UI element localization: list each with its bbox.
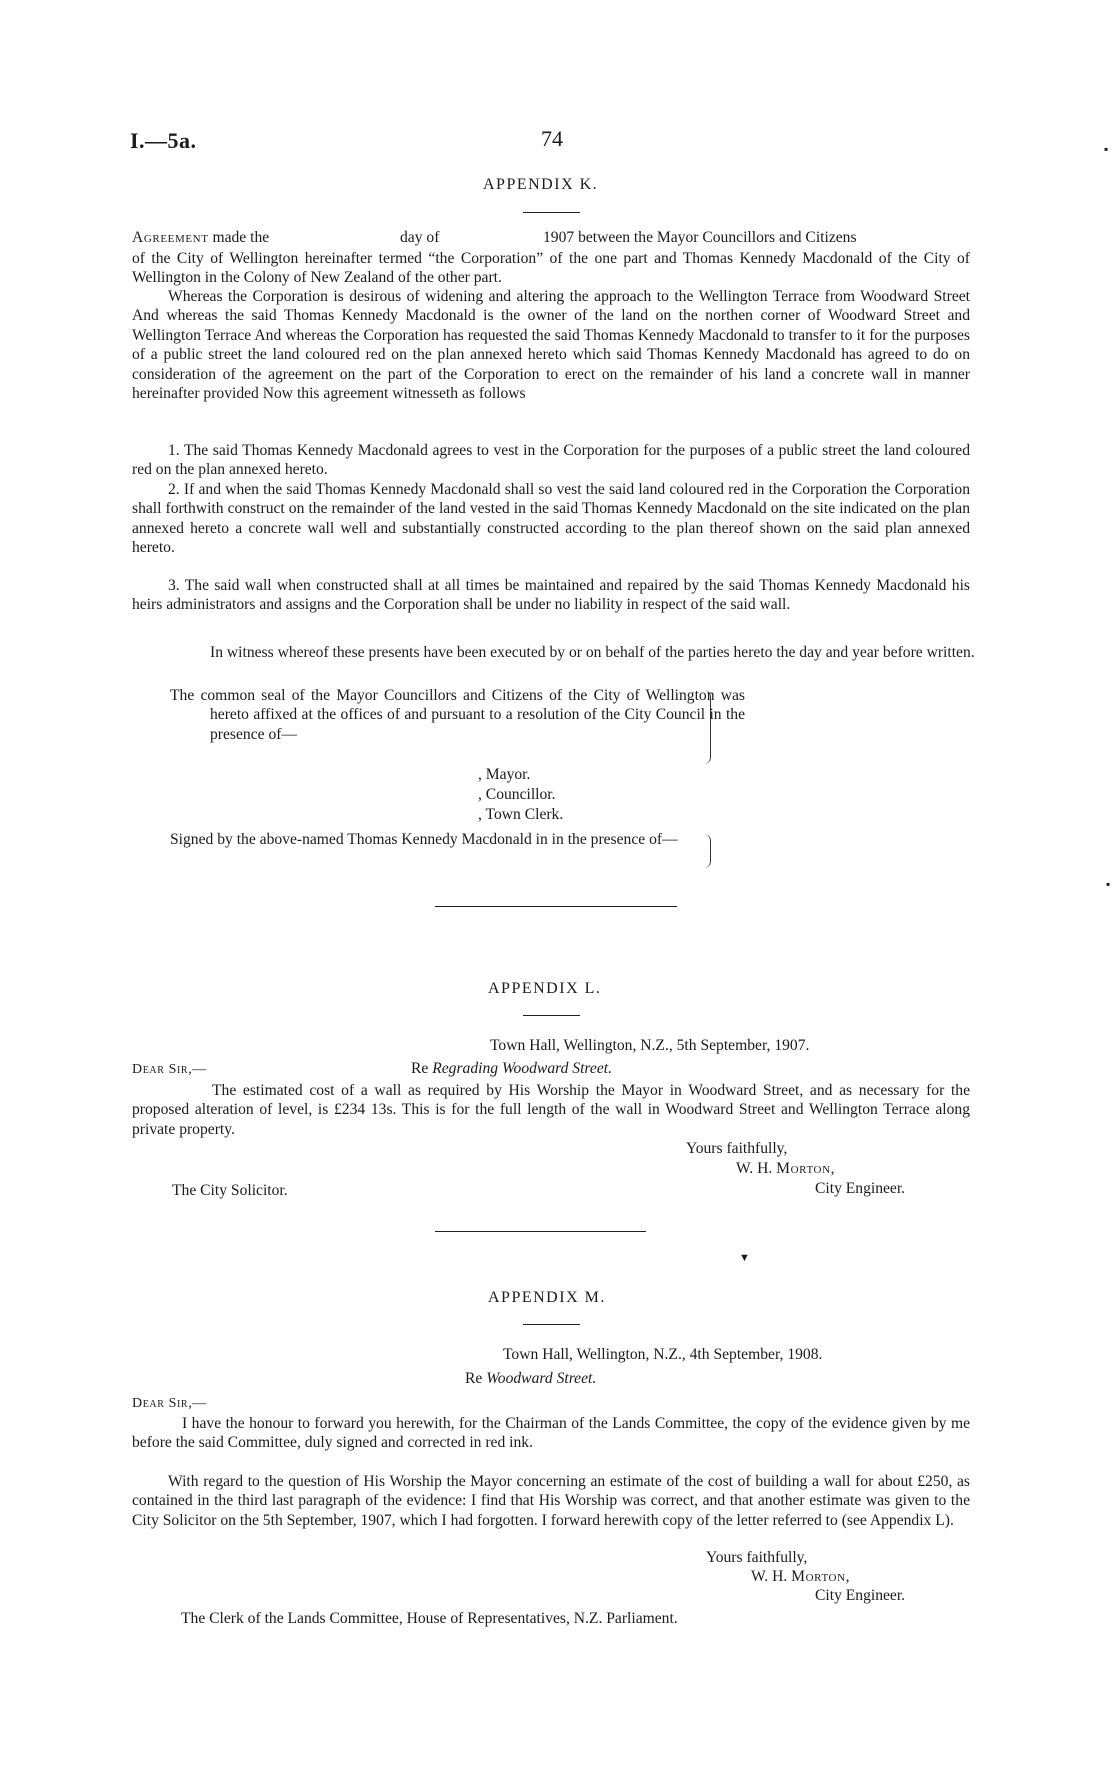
agreement-day-of: day of bbox=[400, 229, 440, 246]
appendix-k-title: APPENDIX K. bbox=[483, 176, 599, 193]
common-seal-clause: The common seal of the Mayor Councillors and Citizens of the City of Wellington was hereto affixed at the offices of and pursuant to a resolution of the City Council in the presence of— bbox=[170, 687, 745, 743]
title-rule bbox=[523, 1324, 580, 1325]
agreement-smallcaps-word: Agreement bbox=[132, 229, 209, 246]
appendix-l-title: APPENDIX L. bbox=[488, 980, 602, 997]
re-subject: Regrading Woodward Street. bbox=[432, 1060, 612, 1077]
appendix-m-dateline: Town Hall, Wellington, N.Z., 4th September, 1908. bbox=[503, 1346, 823, 1363]
appendix-m-salutation: Dear Sir,— bbox=[132, 1396, 207, 1411]
agreement-clause-2: 2. If and when the said Thomas Kennedy Macdonald shall so vest the said land coloured red in the Corporation the Corporation shall forthwith construct on the remainder of the land vested in the said Thomas Kennedy Macdonald on the site indicated on the plan annexed hereto a concrete wall well and substantially constructed according to the plan thereof shown on the said plan annexed hereto. bbox=[132, 481, 970, 557]
title-rule bbox=[523, 212, 580, 213]
signatory-mayor: , Mayor. bbox=[478, 766, 531, 783]
appendix-m-para-2: With regard to the question of His Worship the Mayor concerning an estimate of the cost of building a wall for about £250, as contained in the third last paragraph of the evidence: I find that His Worship was correct, and that another estimate was given to the City Solicitor on the 5th September, 1907, which I had forgotten. I forward herewith copy of the letter referred to (see Appendix L). bbox=[132, 1473, 970, 1529]
appendix-l-re-line bbox=[411, 1060, 612, 1078]
appendix-m-title: APPENDIX M. bbox=[488, 1289, 606, 1306]
appendix-l-addressee: The City Solicitor. bbox=[172, 1182, 288, 1199]
appendix-m-addressee: The Clerk of the Lands Committee, House of Representatives, N.Z. Parliament. bbox=[181, 1610, 678, 1627]
signed-clause: Signed by the above-named Thomas Kennedy Macdonald in in the presence of— bbox=[170, 831, 678, 848]
signatory-town-clerk: , Town Clerk. bbox=[478, 806, 564, 823]
title-rule bbox=[523, 1015, 580, 1016]
appendix-l-closing: Yours faithfully, bbox=[686, 1140, 788, 1157]
witness-clause: In witness whereof these presents have been executed by or on behalf of the parties hereto the day and year before written. bbox=[210, 644, 975, 661]
signer-surname: Morton, bbox=[791, 1568, 851, 1585]
agreement-whereas: Whereas the Corporation is desirous of widening and altering the approach to the Wellington Terrace from Woodward Street And whereas the said Thomas Kennedy Macdonald is the owner of the land on the northen corner of Woodward Street and Wellington Terrace And whereas the Corporation has requested the said Thomas Kennedy Macdonald to transfer to it for the purposes of a public street the land coloured red on the plan annexed hereto which said Thomas Kennedy Macdonald has agreed to do on consideration of the agreement on the part of the Corporation to erect on the remainder of his land a concrete wall in manner hereinafter provided Now this agreement witnesseth as follows bbox=[132, 288, 970, 403]
appendix-m-re-line bbox=[465, 1370, 596, 1388]
agreement-first-line bbox=[132, 229, 269, 247]
section-divider bbox=[435, 906, 677, 907]
signed-brace bbox=[704, 834, 711, 868]
re-prefix: Re bbox=[411, 1060, 429, 1077]
seal-brace bbox=[704, 690, 711, 764]
appendix-l-dateline: Town Hall, Wellington, N.Z., 5th September, 1907. bbox=[490, 1037, 810, 1054]
document-reference: I.—5a. bbox=[130, 128, 197, 153]
re-prefix: Re bbox=[465, 1370, 483, 1387]
signer-initials: W. H. bbox=[751, 1568, 788, 1585]
appendix-m-para-1: I have the honour to forward you herewith, for the Chairman of the Lands Committee, the copy of the evidence given by me before the said Committee, duly signed and corrected in red ink. bbox=[132, 1415, 970, 1452]
appendix-l-signer bbox=[736, 1160, 835, 1178]
scan-speck: ▼ bbox=[739, 1252, 750, 1264]
appendix-m-signer-title: City Engineer. bbox=[815, 1587, 906, 1604]
signatory-councillor: , Councillor. bbox=[478, 786, 556, 803]
page-number: 74 bbox=[541, 126, 563, 151]
scan-speck: ▪ bbox=[1104, 142, 1109, 156]
appendix-l-signer-title: City Engineer. bbox=[815, 1180, 906, 1197]
signer-surname: Morton, bbox=[776, 1160, 836, 1177]
agreement-line-tail: 1907 between the Mayor Councillors and Citizens bbox=[543, 229, 857, 246]
agreement-clause-1: 1. The said Thomas Kennedy Macdonald agrees to vest in the Corporation for the purposes of a public street the land coloured red on the plan annexed hereto. bbox=[132, 442, 970, 479]
appendix-l-body: The estimated cost of a wall as required by His Worship the Mayor in Woodward Street, and as necessary for the proposed alteration of level, is £234 13s. This is for the full length of the wall in Woodward Street and Wellington Terrace along private property. bbox=[132, 1082, 970, 1138]
re-subject: Woodward Street. bbox=[486, 1370, 597, 1387]
agreement-clause-3: 3. The said wall when constructed shall at all times be maintained and repaired by the said Thomas Kennedy Macdonald his heirs administrators and assigns and the Corporation shall be under no liability in respect of the said wall. bbox=[132, 577, 970, 614]
appendix-m-closing: Yours faithfully, bbox=[700, 1549, 807, 1567]
signer-initials: W. H. bbox=[736, 1160, 773, 1177]
scan-speck: ▪ bbox=[1106, 877, 1111, 891]
appendix-l-salutation: Dear Sir,— bbox=[132, 1062, 207, 1077]
agreement-line-text: made the bbox=[212, 229, 270, 246]
appendix-m-signer bbox=[751, 1568, 850, 1586]
agreement-opening: of the City of Wellington hereinafter termed “the Corporation” of the one part and Thomas Kennedy Macdonald of the City of Wellington in the Colony of New Zealand of the other part. bbox=[132, 250, 970, 287]
section-divider bbox=[435, 1231, 646, 1232]
